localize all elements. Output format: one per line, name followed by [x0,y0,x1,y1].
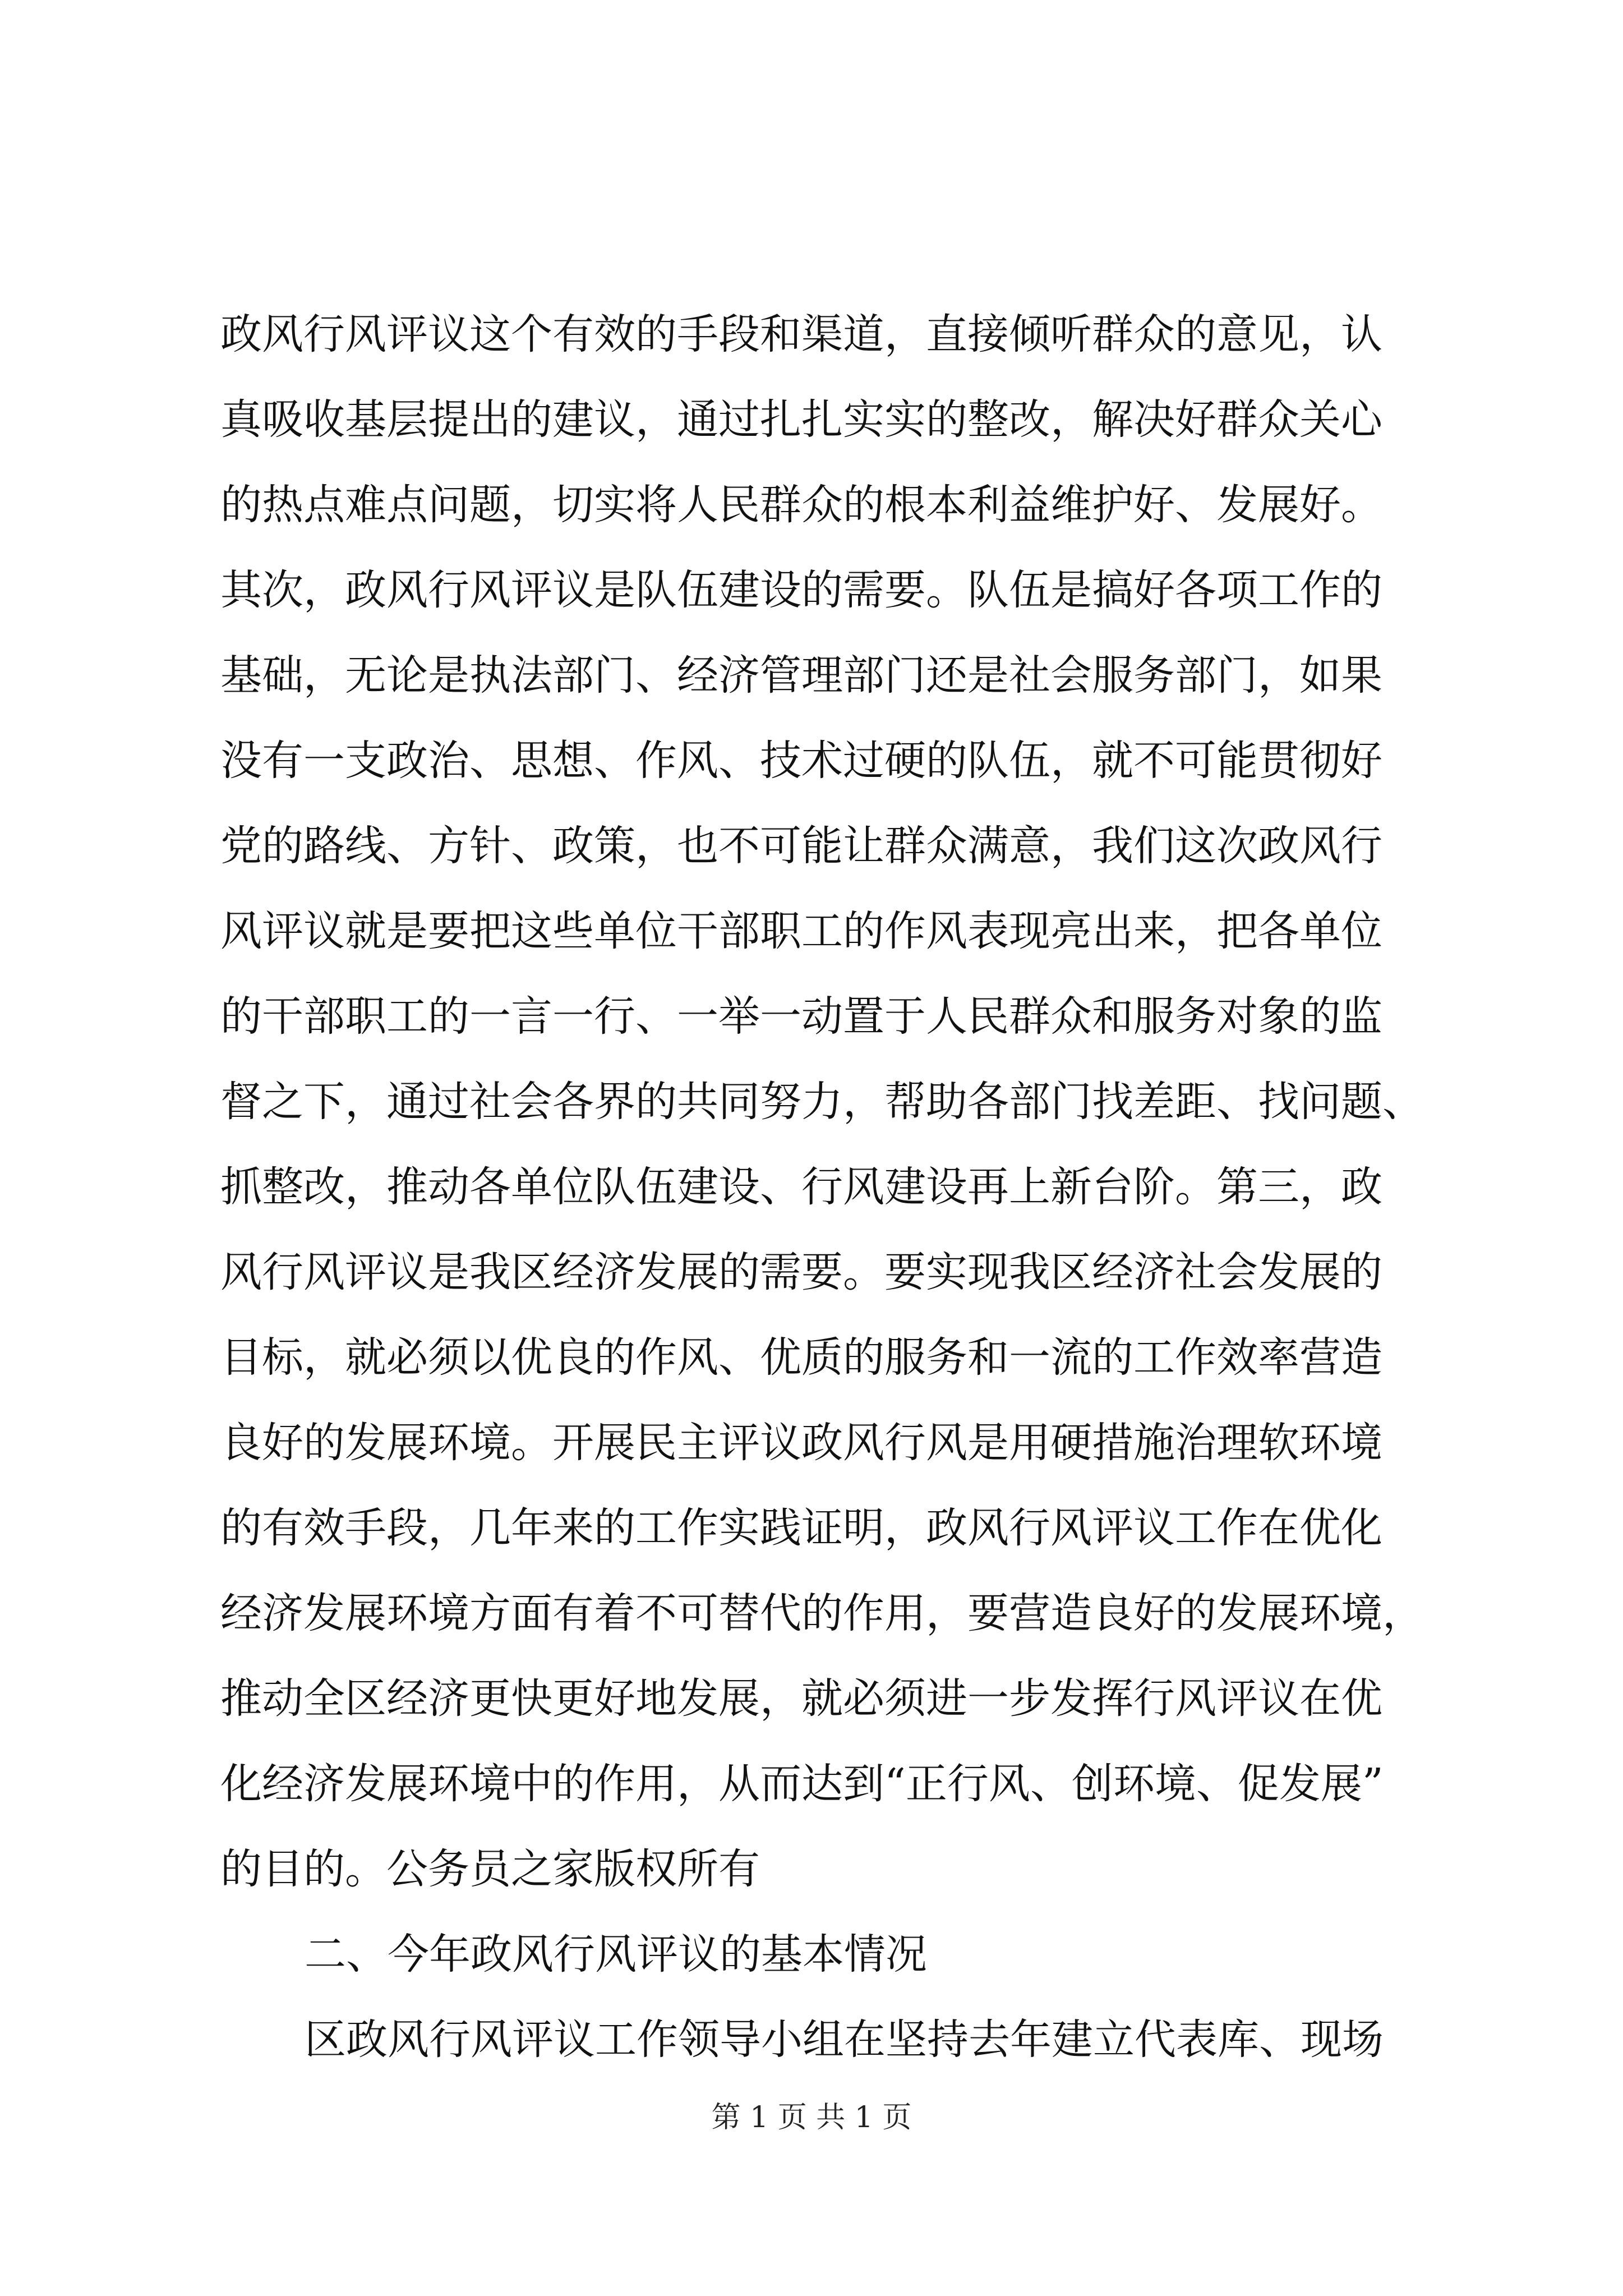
paragraph-line: 推动全区经济更快更好地发展，就必须进一步发挥行风评议在优 [220,1674,1382,1723]
page-footer: 第 1 页 共 1 页 [711,2101,912,2134]
paragraph-line: 政风行风评议这个有效的手段和渠道，直接倾听群众的意见，认 [220,310,1382,358]
paragraph-line: 没有一支政治、思想、作风、技术过硬的队伍，就不可能贯彻好 [220,737,1382,785]
section-heading: 二、今年政风行风评议的基本情况 [305,1930,927,1978]
paragraph-line: 目标，就必须以优良的作风、优质的服务和一流的工作效率营造 [220,1333,1382,1382]
paragraph-line: 的干部职工的一言一行、一举一动置于人民群众和服务对象的监 [220,992,1382,1041]
paragraph-line: 良好的发展环境。开展民主评议政风行风是用硬措施治理软环境 [220,1419,1382,1467]
paragraph-line: 区政风行风评议工作领导小组在坚持去年建立代表库、现场 [305,2016,1384,2064]
paragraph-line: 经济发展环境方面有着不可替代的作用，要营造良好的发展环境， [220,1589,1424,1637]
paragraph-line: 其次，政风行风评议是队伍建设的需要。队伍是搞好各项工作的 [220,566,1382,614]
paragraph-line: 风评议就是要把这些单位干部职工的作风表现亮出来，把各单位 [220,907,1382,955]
paragraph-line: 的目的。公务员之家版权所有 [220,1845,760,1893]
paragraph-line: 的有效手段，几年来的工作实践证明，政风行风评议工作在优化 [220,1504,1382,1552]
paragraph-line: 化经济发展环境中的作用，从而达到“正行风、创环境、促发展” [220,1760,1384,1808]
paragraph-line: 的热点难点问题，切实将人民群众的根本利益维护好、发展好。 [220,481,1382,529]
paragraph-line: 党的路线、方针、政策，也不可能让群众满意，我们这次政风行 [220,822,1382,870]
paragraph-line: 督之下，通过社会各界的共同努力，帮助各部门找差距、找问题、 [220,1078,1424,1126]
paragraph-line: 真吸收基层提出的建议，通过扎扎实实的整改，解决好群众关心 [220,395,1382,444]
paragraph-line: 风行风评议是我区经济发展的需要。要实现我区经济社会发展的 [220,1248,1382,1296]
paragraph-line: 基础，无论是执法部门、经济管理部门还是社会服务部门，如果 [220,651,1382,700]
paragraph-line: 抓整改，推动各单位队伍建设、行风建设再上新台阶。第三，政 [220,1163,1382,1211]
document-body [220,292,1424,2082]
